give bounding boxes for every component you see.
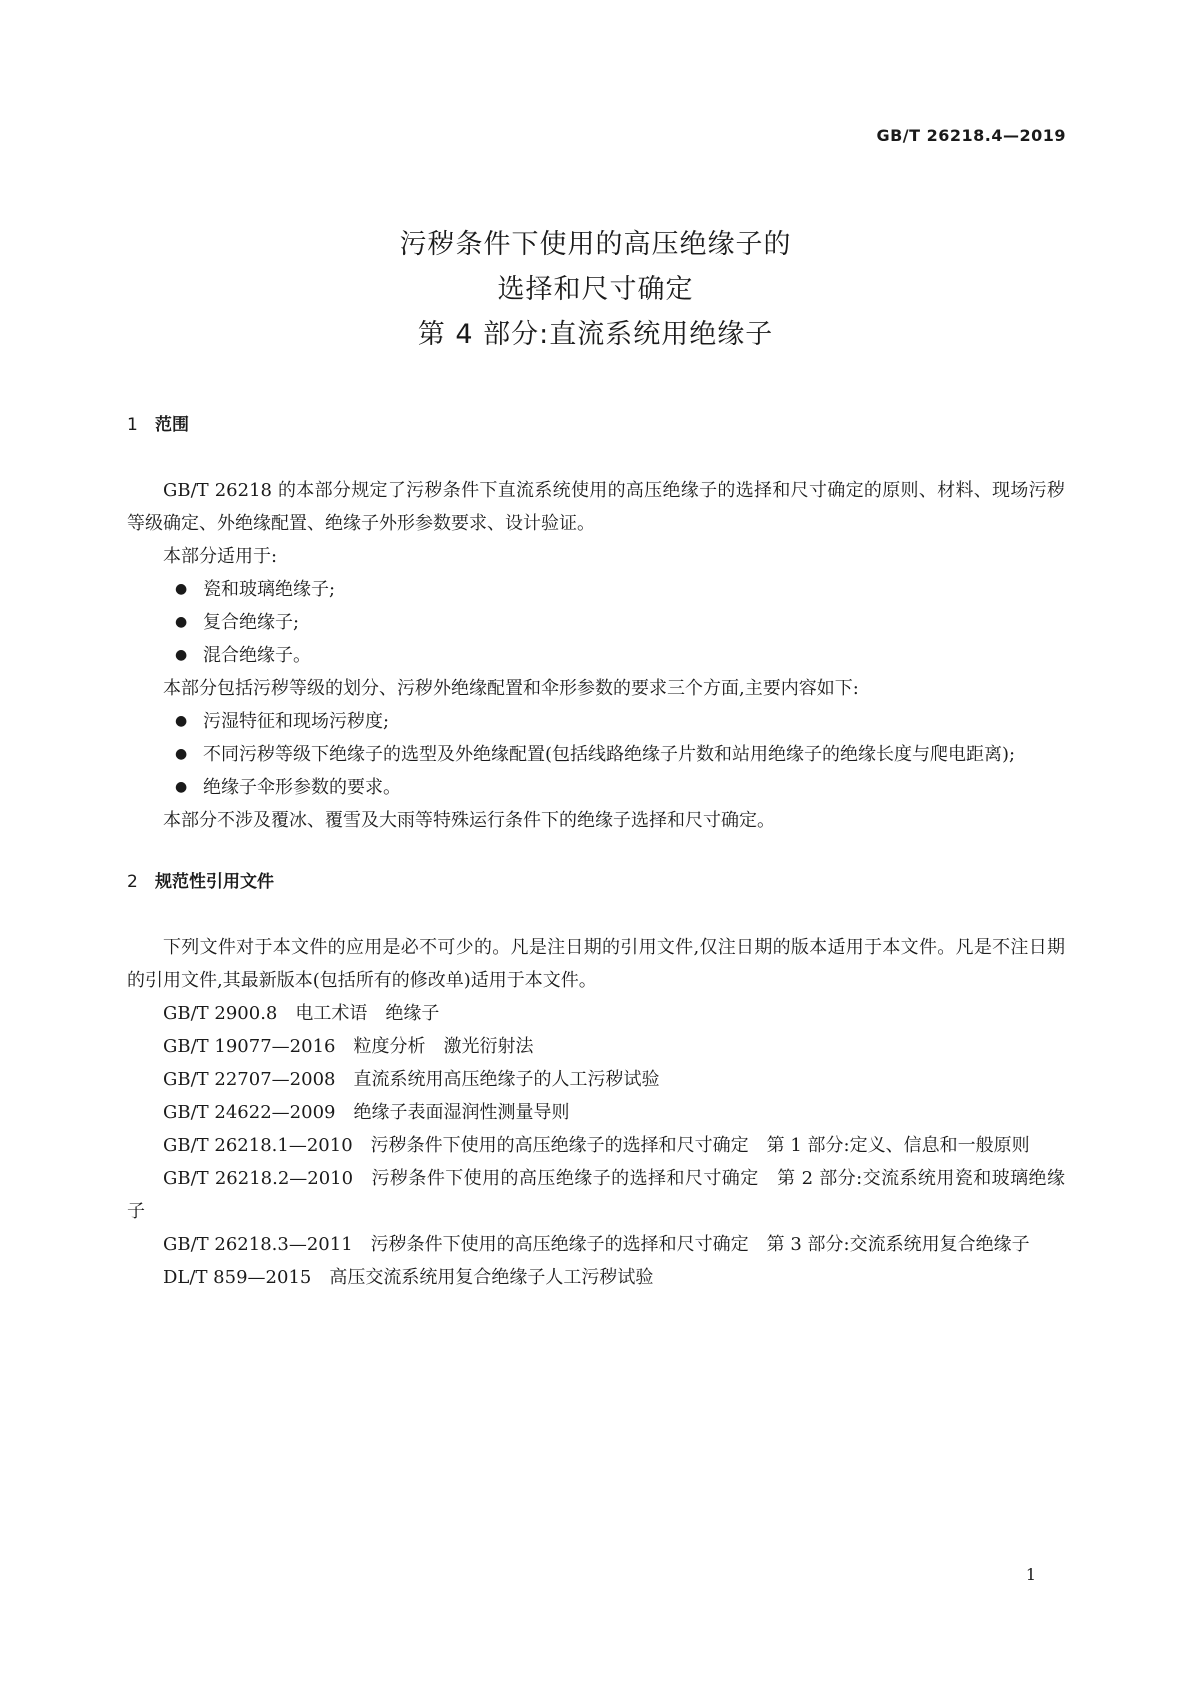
reference-item: [127, 1063, 1065, 1096]
reference-code: GB/T 22707—2008: [163, 1069, 336, 1090]
reference-title: 绝缘子表面湿润性测量导则: [353, 1102, 570, 1123]
document-title: [0, 222, 1191, 357]
section-2-title: 规范性引用文件: [155, 872, 274, 892]
list-item: ● 瓷和玻璃绝缘子;: [127, 573, 1065, 606]
reference-item: [127, 1228, 1065, 1261]
reference-title: 污秽条件下使用的高压绝缘子的选择和尺寸确定 第 1 部分:定义、信息和一般原则: [370, 1135, 1030, 1156]
reference-title: 粒度分析 激光衍射法: [353, 1036, 534, 1057]
list-item: ● 不同污秽等级下绝缘子的选型及外绝缘配置(包括线路绝缘子片数和站用绝缘子的绝缘长度与爬电距离);: [127, 738, 1065, 771]
reference-item: [127, 1129, 1065, 1162]
reference-code: GB/T 26218.1—2010: [163, 1135, 353, 1156]
list-item: ● 复合绝缘子;: [127, 606, 1065, 639]
document-body: [127, 410, 1065, 1294]
list-item: ● 污湿特征和现场污秽度;: [127, 705, 1065, 738]
section-2-heading: [127, 867, 1065, 897]
bullet-icon: ●: [175, 581, 188, 597]
references-intro: 下列文件对于本文件的应用是必不可少的。凡是注日期的引用文件,仅注日期的版本适用于本文件。凡是不注日期的引用文件,其最新版本(包括所有的修改单)适用于本文件。: [127, 937, 1065, 991]
reference-code: GB/T 19077—2016: [163, 1036, 336, 1057]
bullet-icon: ●: [175, 746, 188, 762]
bullet-icon: ●: [175, 614, 188, 630]
title-line-3: 第 4 部分:直流系统用绝缘子: [417, 319, 774, 350]
list-item: ● 绝缘子伞形参数的要求。: [127, 771, 1065, 804]
applies-to: 本部分适用于:: [163, 546, 278, 567]
bullet-icon: ●: [175, 647, 188, 663]
reference-item: [127, 1030, 1065, 1063]
section-1-title: 范围: [155, 415, 189, 435]
section-1-number: 1: [127, 415, 138, 435]
scope-exclusion: 本部分不涉及覆冰、覆雪及大雨等特殊运行条件下的绝缘子选择和尺寸确定。: [163, 810, 775, 831]
reference-item: [127, 1096, 1065, 1129]
reference-title: 高压交流系统用复合绝缘子人工污秽试验: [329, 1267, 654, 1288]
bullet-icon: ●: [175, 779, 188, 795]
reference-item: [127, 997, 1065, 1030]
title-line-1: 污秽条件下使用的高压绝缘子的: [399, 229, 792, 260]
reference-item: [127, 1162, 1065, 1228]
section-2-number: 2: [127, 872, 138, 892]
reference-item: [127, 1261, 1065, 1294]
reference-title: 污秽条件下使用的高压绝缘子的选择和尺寸确定 第 2 部分:交流系统用瓷和玻璃绝缘子: [127, 1168, 1065, 1222]
content-intro: 本部分包括污秽等级的划分、污秽外绝缘配置和伞形参数的要求三个方面,主要内容如下:: [163, 678, 859, 699]
standard-code: GB/T 26218.4—2019: [876, 126, 1066, 145]
reference-code: GB/T 24622—2009: [163, 1102, 336, 1123]
reference-title: 污秽条件下使用的高压绝缘子的选择和尺寸确定 第 3 部分:交流系统用复合绝缘子: [370, 1234, 1030, 1255]
page-number: 1: [1025, 1565, 1036, 1584]
reference-code: GB/T 2900.8: [163, 1003, 278, 1024]
list-item: ● 混合绝缘子。: [127, 639, 1065, 672]
title-line-2: 选择和尺寸确定: [497, 274, 694, 305]
scope-intro: GB/T 26218 的本部分规定了污秽条件下直流系统使用的高压绝缘子的选择和尺寸确定的原则、材料、现场污秽等级确定、外绝缘配置、绝缘子外形参数要求、设计验证。: [127, 480, 1065, 534]
reference-title: 电工术语 绝缘子: [295, 1003, 440, 1024]
bullet-icon: ●: [175, 713, 188, 729]
reference-title: 直流系统用高压绝缘子的人工污秽试验: [353, 1069, 660, 1090]
reference-code: GB/T 26218.2—2010: [163, 1168, 354, 1189]
reference-code: DL/T 859—2015: [163, 1267, 312, 1288]
section-1-heading: [127, 410, 1065, 440]
reference-code: GB/T 26218.3—2011: [163, 1234, 353, 1255]
